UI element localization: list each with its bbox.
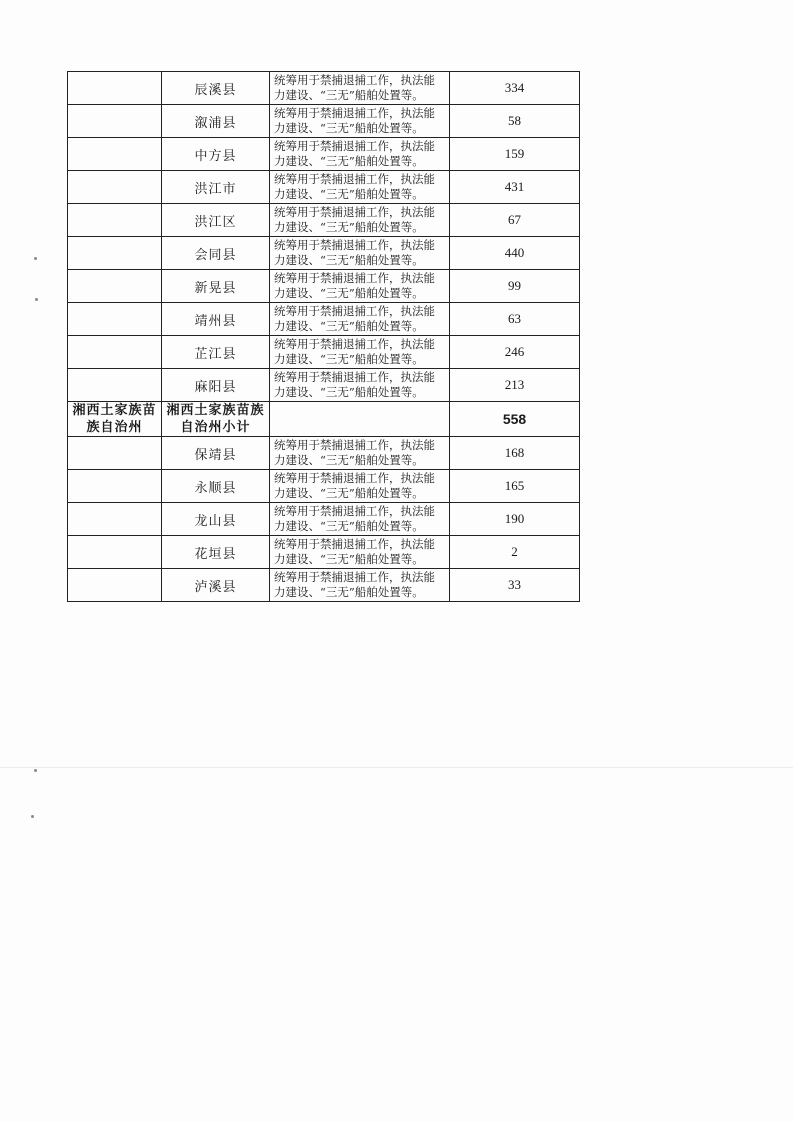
- purpose-cell: [270, 270, 450, 303]
- table-row: [68, 369, 580, 402]
- county-cell: 龙山县: [162, 503, 270, 536]
- county-cell: 永顺县: [162, 470, 270, 503]
- amount-cell: 190: [450, 503, 580, 536]
- table-row: [68, 204, 580, 237]
- table-row: [68, 138, 580, 171]
- prefecture-cell: [68, 470, 162, 503]
- table-row: [68, 536, 580, 569]
- prefecture-cell: [68, 402, 162, 437]
- scan-speck: [34, 257, 37, 260]
- purpose-line: 统筹用于禁捕退捕工作，执法能: [274, 337, 435, 351]
- county-cell: 花垣县: [162, 536, 270, 569]
- amount-cell: 99: [450, 270, 580, 303]
- purpose-line: 统筹用于禁捕退捕工作，执法能: [274, 504, 435, 518]
- amount-cell: 165: [450, 470, 580, 503]
- purpose-cell: [270, 437, 450, 470]
- subtotal-label-line: 湘西土家族苗族: [166, 403, 265, 418]
- purpose-cell: [270, 237, 450, 270]
- purpose-cell: [270, 105, 450, 138]
- purpose-line: 力建设、“三无”船舶处置等。: [274, 352, 424, 366]
- county-cell: 溆浦县: [162, 105, 270, 138]
- purpose-line: 力建设、“三无”船舶处置等。: [274, 286, 424, 300]
- county-cell: 中方县: [162, 138, 270, 171]
- county-cell: 泸溪县: [162, 569, 270, 602]
- purpose-line: 统筹用于禁捕退捕工作，执法能: [274, 471, 435, 485]
- purpose-cell: [270, 536, 450, 569]
- table-row: [68, 270, 580, 303]
- purpose-line: 力建设、“三无”船舶处置等。: [274, 552, 424, 566]
- subtotal-label-cell: [162, 402, 270, 437]
- purpose-line: 力建设、“三无”船舶处置等。: [274, 88, 424, 102]
- purpose-line: 力建设、“三无”船舶处置等。: [274, 154, 424, 168]
- prefecture-cell: [68, 138, 162, 171]
- table-row: [68, 105, 580, 138]
- purpose-cell: [270, 569, 450, 602]
- amount-cell: 2: [450, 536, 580, 569]
- purpose-cell: [270, 303, 450, 336]
- allocation-table: [67, 71, 580, 602]
- purpose-line: 统筹用于禁捕退捕工作，执法能: [274, 438, 435, 452]
- amount-cell: 431: [450, 171, 580, 204]
- table-row: [68, 72, 580, 105]
- purpose-line: 统筹用于禁捕退捕工作，执法能: [274, 271, 435, 285]
- purpose-cell: [270, 72, 450, 105]
- county-cell: 保靖县: [162, 437, 270, 470]
- purpose-line: 统筹用于禁捕退捕工作，执法能: [274, 73, 435, 87]
- purpose-line: 力建设、“三无”船舶处置等。: [274, 486, 424, 500]
- amount-cell: 334: [450, 72, 580, 105]
- amount-cell: 440: [450, 237, 580, 270]
- prefecture-cell: [68, 270, 162, 303]
- purpose-line: 力建设、“三无”船舶处置等。: [274, 385, 424, 399]
- purpose-line: 统筹用于禁捕退捕工作，执法能: [274, 304, 435, 318]
- purpose-line: 统筹用于禁捕退捕工作，执法能: [274, 370, 435, 384]
- subtotal-row: [68, 402, 580, 437]
- table-row: [68, 336, 580, 369]
- county-cell: 靖州县: [162, 303, 270, 336]
- purpose-line: 力建设、“三无”船舶处置等。: [274, 121, 424, 135]
- prefecture-cell: [68, 171, 162, 204]
- amount-cell: 246: [450, 336, 580, 369]
- purpose-line: 力建设、“三无”船舶处置等。: [274, 220, 424, 234]
- purpose-cell: [270, 171, 450, 204]
- prefecture-cell: [68, 204, 162, 237]
- county-cell: 会同县: [162, 237, 270, 270]
- purpose-cell: [270, 470, 450, 503]
- county-cell: 洪江区: [162, 204, 270, 237]
- purpose-line: 力建设、“三无”船舶处置等。: [274, 319, 424, 333]
- purpose-line: 统筹用于禁捕退捕工作，执法能: [274, 205, 435, 219]
- table-row: [68, 171, 580, 204]
- table-body: [68, 72, 580, 602]
- subtotal-label-line: 自治州小计: [180, 420, 251, 435]
- purpose-line: 统筹用于禁捕退捕工作，执法能: [274, 537, 435, 551]
- purpose-line: 力建设、“三无”船舶处置等。: [274, 585, 424, 599]
- purpose-line: 统筹用于禁捕退捕工作，执法能: [274, 570, 435, 584]
- prefecture-cell: [68, 369, 162, 402]
- amount-cell: 67: [450, 204, 580, 237]
- purpose-cell: [270, 402, 450, 437]
- purpose-line: 力建设、“三无”船舶处置等。: [274, 519, 424, 533]
- table-row: [68, 569, 580, 602]
- table-row: [68, 303, 580, 336]
- amount-cell: 63: [450, 303, 580, 336]
- prefecture-cell: [68, 503, 162, 536]
- prefecture-line: 族自治州: [86, 420, 143, 435]
- county-cell: 新晃县: [162, 270, 270, 303]
- prefecture-cell: [68, 536, 162, 569]
- prefecture-cell: [68, 336, 162, 369]
- amount-cell: 159: [450, 138, 580, 171]
- county-cell: 麻阳县: [162, 369, 270, 402]
- county-cell: 洪江市: [162, 171, 270, 204]
- prefecture-cell: [68, 437, 162, 470]
- purpose-cell: [270, 503, 450, 536]
- prefecture-cell: [68, 72, 162, 105]
- purpose-line: 力建设、“三无”船舶处置等。: [274, 253, 424, 267]
- purpose-cell: [270, 138, 450, 171]
- table-row: [68, 503, 580, 536]
- amount-cell: 168: [450, 437, 580, 470]
- prefecture-cell: [68, 237, 162, 270]
- purpose-line: 统筹用于禁捕退捕工作，执法能: [274, 106, 435, 120]
- purpose-cell: [270, 204, 450, 237]
- subtotal-amount-cell: 558: [450, 402, 580, 437]
- purpose-line: 力建设、“三无”船舶处置等。: [274, 187, 424, 201]
- table-row: [68, 470, 580, 503]
- scan-speck: [34, 769, 37, 772]
- purpose-line: 统筹用于禁捕退捕工作，执法能: [274, 238, 435, 252]
- purpose-line: 统筹用于禁捕退捕工作，执法能: [274, 139, 435, 153]
- prefecture-line: 湘西土家族苗: [72, 403, 157, 418]
- amount-cell: 33: [450, 569, 580, 602]
- county-cell: 辰溪县: [162, 72, 270, 105]
- purpose-line: 统筹用于禁捕退捕工作，执法能: [274, 172, 435, 186]
- prefecture-cell: [68, 303, 162, 336]
- purpose-cell: [270, 369, 450, 402]
- purpose-cell: [270, 336, 450, 369]
- scan-speck: [31, 815, 34, 818]
- prefecture-cell: [68, 569, 162, 602]
- county-cell: 芷江县: [162, 336, 270, 369]
- amount-cell: 58: [450, 105, 580, 138]
- scan-speck: [35, 298, 38, 301]
- table-row: [68, 237, 580, 270]
- purpose-line: 力建设、“三无”船舶处置等。: [274, 453, 424, 467]
- prefecture-cell: [68, 105, 162, 138]
- scan-fold-line: [0, 767, 793, 768]
- table-row: [68, 437, 580, 470]
- amount-cell: 213: [450, 369, 580, 402]
